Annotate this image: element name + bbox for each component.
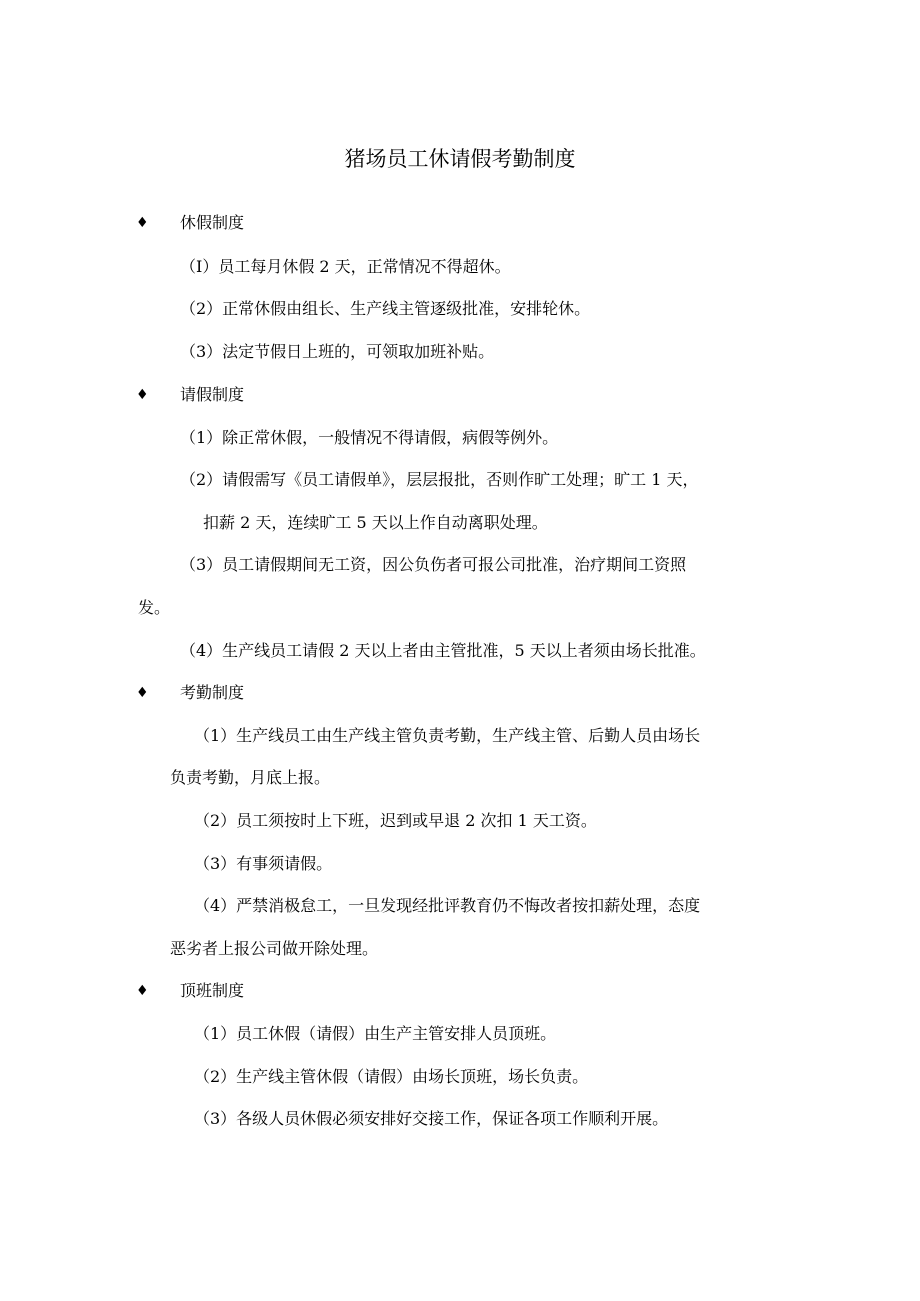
bullet-icon: ♦ (136, 983, 149, 999)
paragraph-line: （1）生产线员工由生产线主管负责考勤，生产线主管、后勤人员由场长 (194, 726, 701, 745)
paragraph-line: （3）员工请假期间无工资，因公负伤者可报公司批准，治疗期间工资照 (180, 555, 687, 574)
paragraph-line: （4）严禁消极怠工，一旦发现经批评教育仍不悔改者按扣薪处理，态度 (194, 896, 701, 915)
paragraph-line: （2）正常休假由组长、生产线主管逐级批准，安排轮休。 (180, 299, 591, 318)
section-heading-leave: 休假制度 (180, 213, 245, 232)
bullet-icon: ♦ (136, 387, 149, 403)
bullet-icon: ♦ (136, 215, 149, 231)
paragraph-line: （4）生产线员工请假 2 天以上者由主管批准，5 天以上者须由场长批准。 (180, 641, 706, 660)
section-heading-request-leave: 请假制度 (180, 385, 245, 404)
paragraph-line: 恶劣者上报公司做开除处理。 (170, 939, 379, 958)
paragraph-line: （2）生产线主管休假（请假）由场长顶班，场长负责。 (194, 1067, 589, 1086)
paragraph-line: （1）员工休假（请假）由生产主管安排人员顶班。 (194, 1024, 557, 1043)
paragraph-line: （3）各级人员休假必须安排好交接工作，保证各项工作顺利开展。 (194, 1109, 669, 1128)
page-title: 猪场员工休请假考勤制度 (344, 147, 576, 171)
paragraph-line: （1）除正常休假，一般情况不得请假，病假等例外。 (180, 428, 559, 447)
section-heading-attendance: 考勤制度 (180, 683, 245, 702)
paragraph-line: （3）法定节假日上班的，可领取加班补贴。 (180, 342, 495, 361)
bullet-icon: ♦ (136, 685, 149, 701)
paragraph-line: （2）请假需写《员工请假单》，层层报批，否则作旷工处理；旷工 1 天， (180, 470, 699, 489)
paragraph-line: 发。 (138, 598, 171, 617)
paragraph-line: （3）有事须请假。 (194, 854, 333, 873)
paragraph-line: （2）员工须按时上下班，迟到或早退 2 次扣 1 天工资。 (194, 811, 597, 830)
paragraph-line: 负责考勤，月底上报。 (170, 768, 331, 787)
paragraph-line: 扣薪 2 天，连续旷工 5 天以上作自动离职处理。 (203, 513, 548, 532)
section-heading-cover-shift: 顶班制度 (180, 981, 245, 1000)
paragraph-line: （I）员工每月休假 2 天，正常情况不得超休。 (180, 257, 511, 276)
